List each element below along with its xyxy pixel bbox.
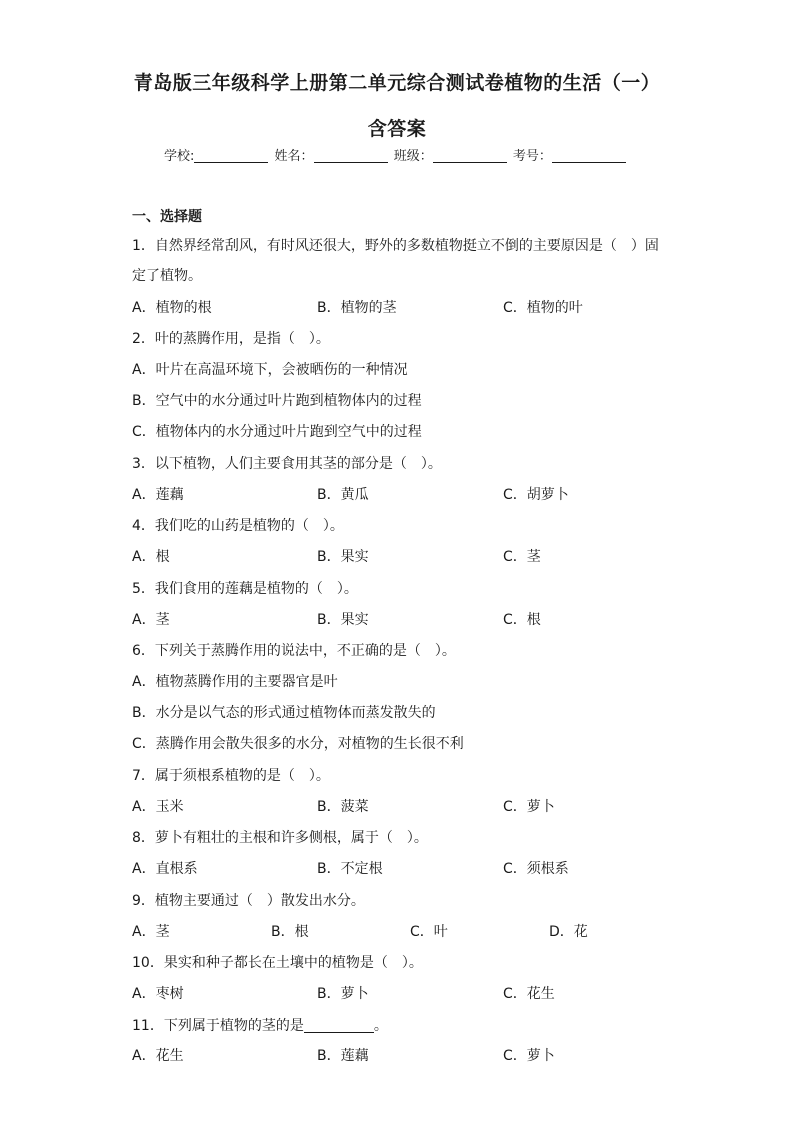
class-blank[interactable] [433, 148, 507, 163]
question-7-text: 7．属于须根系植物的是（ ）。 [132, 768, 330, 784]
name-blank[interactable] [314, 148, 388, 163]
question-9-text: 9．植物主要通过（ ）散发出水分。 [132, 893, 365, 909]
question-10-text: 10．果实和种子都长在土壤中的植物是（ ）。 [132, 955, 423, 971]
question-3-option-b[interactable]: B．黄瓜 [317, 487, 369, 503]
question-1-option-b[interactable]: B．植物的茎 [317, 300, 397, 316]
class-label: 班级： [393, 149, 433, 164]
school-label: 学校: [164, 149, 195, 164]
question-9-option-c[interactable]: C．叶 [410, 924, 448, 940]
question-8-option-a[interactable]: A．直根系 [132, 861, 198, 877]
question-9-option-a[interactable]: A．茎 [132, 924, 170, 940]
question-10-option-a[interactable]: A．枣树 [132, 986, 184, 1002]
page-title: 青岛版三年级科学上册第二单元综合测试卷植物的生活（一） [133, 72, 661, 94]
question-6-option-a[interactable]: A．植物蒸腾作用的主要器官是叶 [132, 674, 338, 690]
section-title: 一、选择题 [132, 209, 202, 225]
name-label: 姓名： [274, 149, 314, 164]
question-9-option-b[interactable]: B．根 [271, 924, 309, 940]
question-6-option-c[interactable]: C．蒸腾作用会散失很多的水分，对植物的生长很不利 [132, 736, 464, 752]
question-2-option-b[interactable]: B．空气中的水分通过叶片跑到植物体内的过程 [132, 393, 422, 409]
question-11-answer-blank[interactable] [304, 1018, 374, 1033]
question-11-text [132, 1015, 388, 1035]
question-1-line-2: 定了植物。 [132, 268, 202, 284]
question-11-option-c[interactable]: C．萝卜 [503, 1048, 555, 1064]
question-1-option-a[interactable]: A．植物的根 [132, 300, 212, 316]
question-7-option-a[interactable]: A．玉米 [132, 799, 184, 815]
question-2-option-c[interactable]: C．植物体内的水分通过叶片跑到空气中的过程 [132, 424, 422, 440]
question-8-option-b[interactable]: B．不定根 [317, 861, 383, 877]
question-11-text-before: 11．下列属于植物的茎的是 [132, 1018, 304, 1034]
question-3-option-c[interactable]: C．胡萝卜 [503, 487, 569, 503]
question-4-option-a[interactable]: A．根 [132, 549, 170, 565]
question-1-option-c[interactable]: C．植物的叶 [503, 300, 583, 316]
question-7-option-c[interactable]: C．萝卜 [503, 799, 555, 815]
question-6-option-b[interactable]: B．水分是以气态的形式通过植物体而蒸发散失的 [132, 705, 436, 721]
question-4-option-b[interactable]: B．果实 [317, 549, 369, 565]
question-10-option-c[interactable]: C．花生 [503, 986, 555, 1002]
question-3-text: 3．以下植物，人们主要食用其茎的部分是（ ）。 [132, 456, 442, 472]
question-2-option-a[interactable]: A．叶片在高温环境下，会被晒伤的一种情况 [132, 362, 408, 378]
question-4-text: 4．我们吃的山药是植物的（ ）。 [132, 518, 344, 534]
exam-number-label: 考号： [512, 149, 552, 164]
question-3-option-a[interactable]: A．莲藕 [132, 487, 184, 503]
question-6-text: 6．下列关于蒸腾作用的说法中，不正确的是（ ）。 [132, 643, 456, 659]
question-8-text: 8．萝卜有粗壮的主根和许多侧根，属于（ ）。 [132, 830, 428, 846]
question-11-text-after: 。 [373, 1018, 388, 1034]
exam-number-blank[interactable] [552, 148, 626, 163]
question-10-option-b[interactable]: B．萝卜 [317, 986, 369, 1002]
question-4-option-c[interactable]: C．茎 [503, 549, 541, 565]
question-5-option-c[interactable]: C．根 [503, 612, 541, 628]
question-2-text: 2．叶的蒸腾作用，是指（ ）。 [132, 331, 330, 347]
question-1-line-1: 1．自然界经常刮风，有时风还很大，野外的多数植物挺立不倒的主要原因是（ ）固 [132, 238, 659, 254]
question-8-option-c[interactable]: C．须根系 [503, 861, 569, 877]
question-9-option-d[interactable]: D．花 [549, 924, 588, 940]
school-blank[interactable] [194, 148, 268, 163]
page-subtitle: 含答案 [367, 118, 427, 140]
question-5-option-b[interactable]: B．果实 [317, 612, 369, 628]
student-info-fields [164, 145, 628, 164]
question-11-option-b[interactable]: B．莲藕 [317, 1048, 369, 1064]
question-7-option-b[interactable]: B．菠菜 [317, 799, 369, 815]
question-5-text: 5．我们食用的莲藕是植物的（ ）。 [132, 581, 358, 597]
question-5-option-a[interactable]: A．茎 [132, 612, 170, 628]
question-11-option-a[interactable]: A．花生 [132, 1048, 184, 1064]
